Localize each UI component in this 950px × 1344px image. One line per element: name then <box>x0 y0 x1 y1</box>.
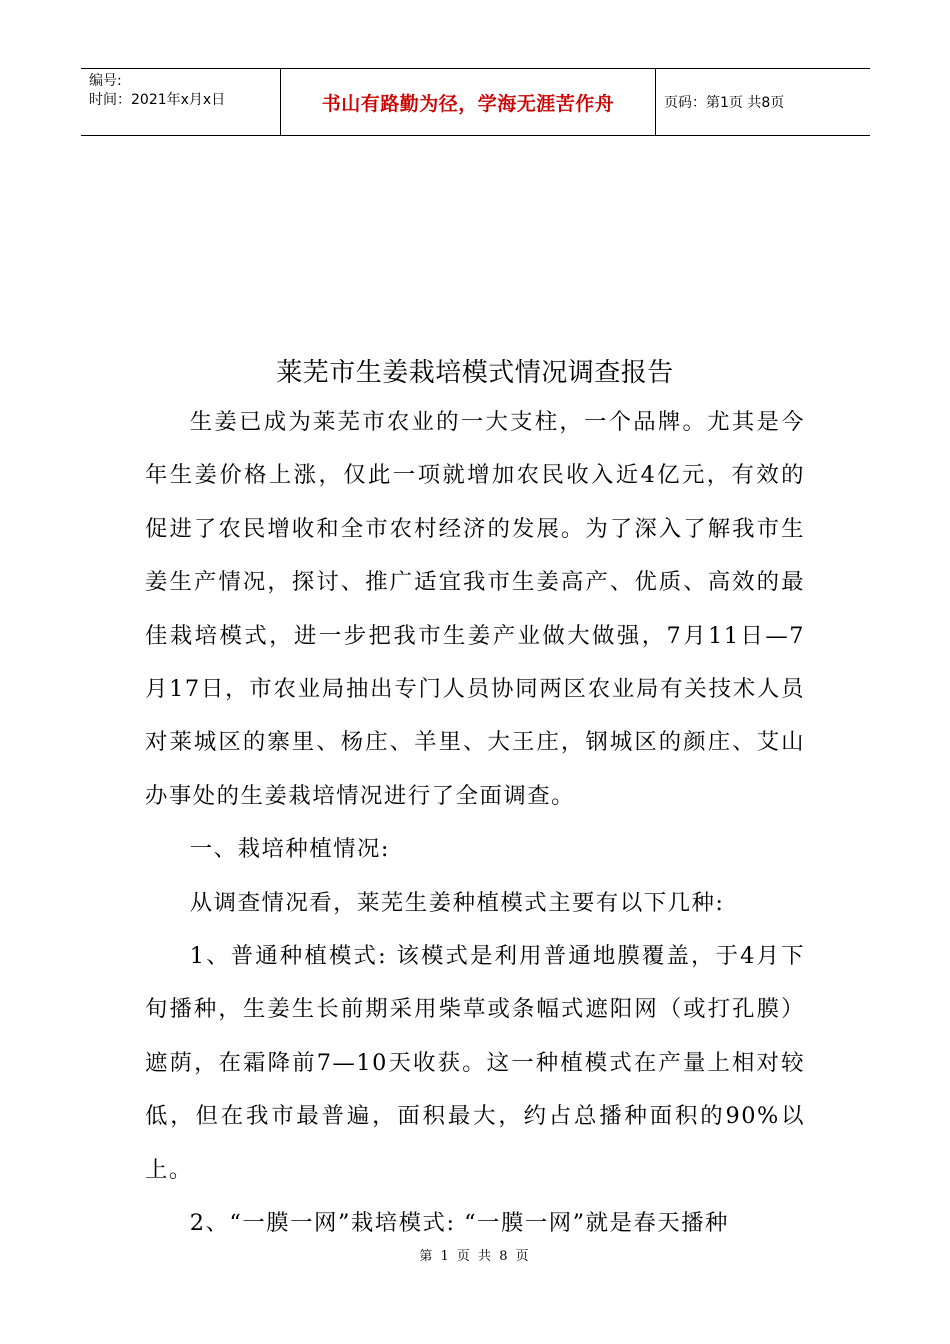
paragraph: 从调查情况看，莱芜生姜种植模式主要有以下几种: <box>189 889 725 916</box>
document-header <box>81 68 870 136</box>
paragraph: 2、“一膜一网”栽培模式: “一膜一网”就是春天播种 <box>189 1210 729 1237</box>
header-motto: 书山有路勤为径，学海无涯苦作舟 <box>281 69 656 135</box>
header-meta <box>81 69 281 135</box>
header-page-info: 页码：第1页 共8页 <box>664 95 785 111</box>
document-title: 莱芜市生姜栽培模式情况调查报告 <box>276 358 674 388</box>
document-body <box>145 396 805 1251</box>
document-number-label: 编号: <box>89 73 122 89</box>
page-footer: 第 1 页 共 8 页 <box>419 1249 531 1264</box>
paragraph-intro: 生姜已成为莱芜市农业的一大支柱，一个品牌。尤其是今年生姜价格上涨，仅此一项就增加农民收入近4亿元，有效的促进了农民增收和全市农村经济的发展。为了深入了解我市生姜生产情况，探讨、推广适宜我市生姜高产、优质、高效的最佳栽培模式，进一步把我市生姜产业做大做强，7月11日—7月17日，市农业局抽出专门人员协同两区农业局有关技术人员对莱城区的寨里、杨庄、羊里、大王庄，钢城区的颜庄、艾山办事处的生姜栽培情况进行了全面调查。 <box>145 409 805 809</box>
paragraph: 1、普通种植模式: 该模式是利用普通地膜覆盖，于4月下旬播种，生姜生长前期采用柴草或条幅式遮阳网（或打孔膜）遮荫，在霜降前7—10天收获。这一种植模式在产量上相对较低，但在我市最普遍，面积最大，约占总播种面积的90%以上。 <box>145 943 805 1183</box>
document-time: 时间：2021年x月x日 <box>89 92 226 108</box>
section-heading: 一、栽培种植情况: <box>189 836 390 863</box>
